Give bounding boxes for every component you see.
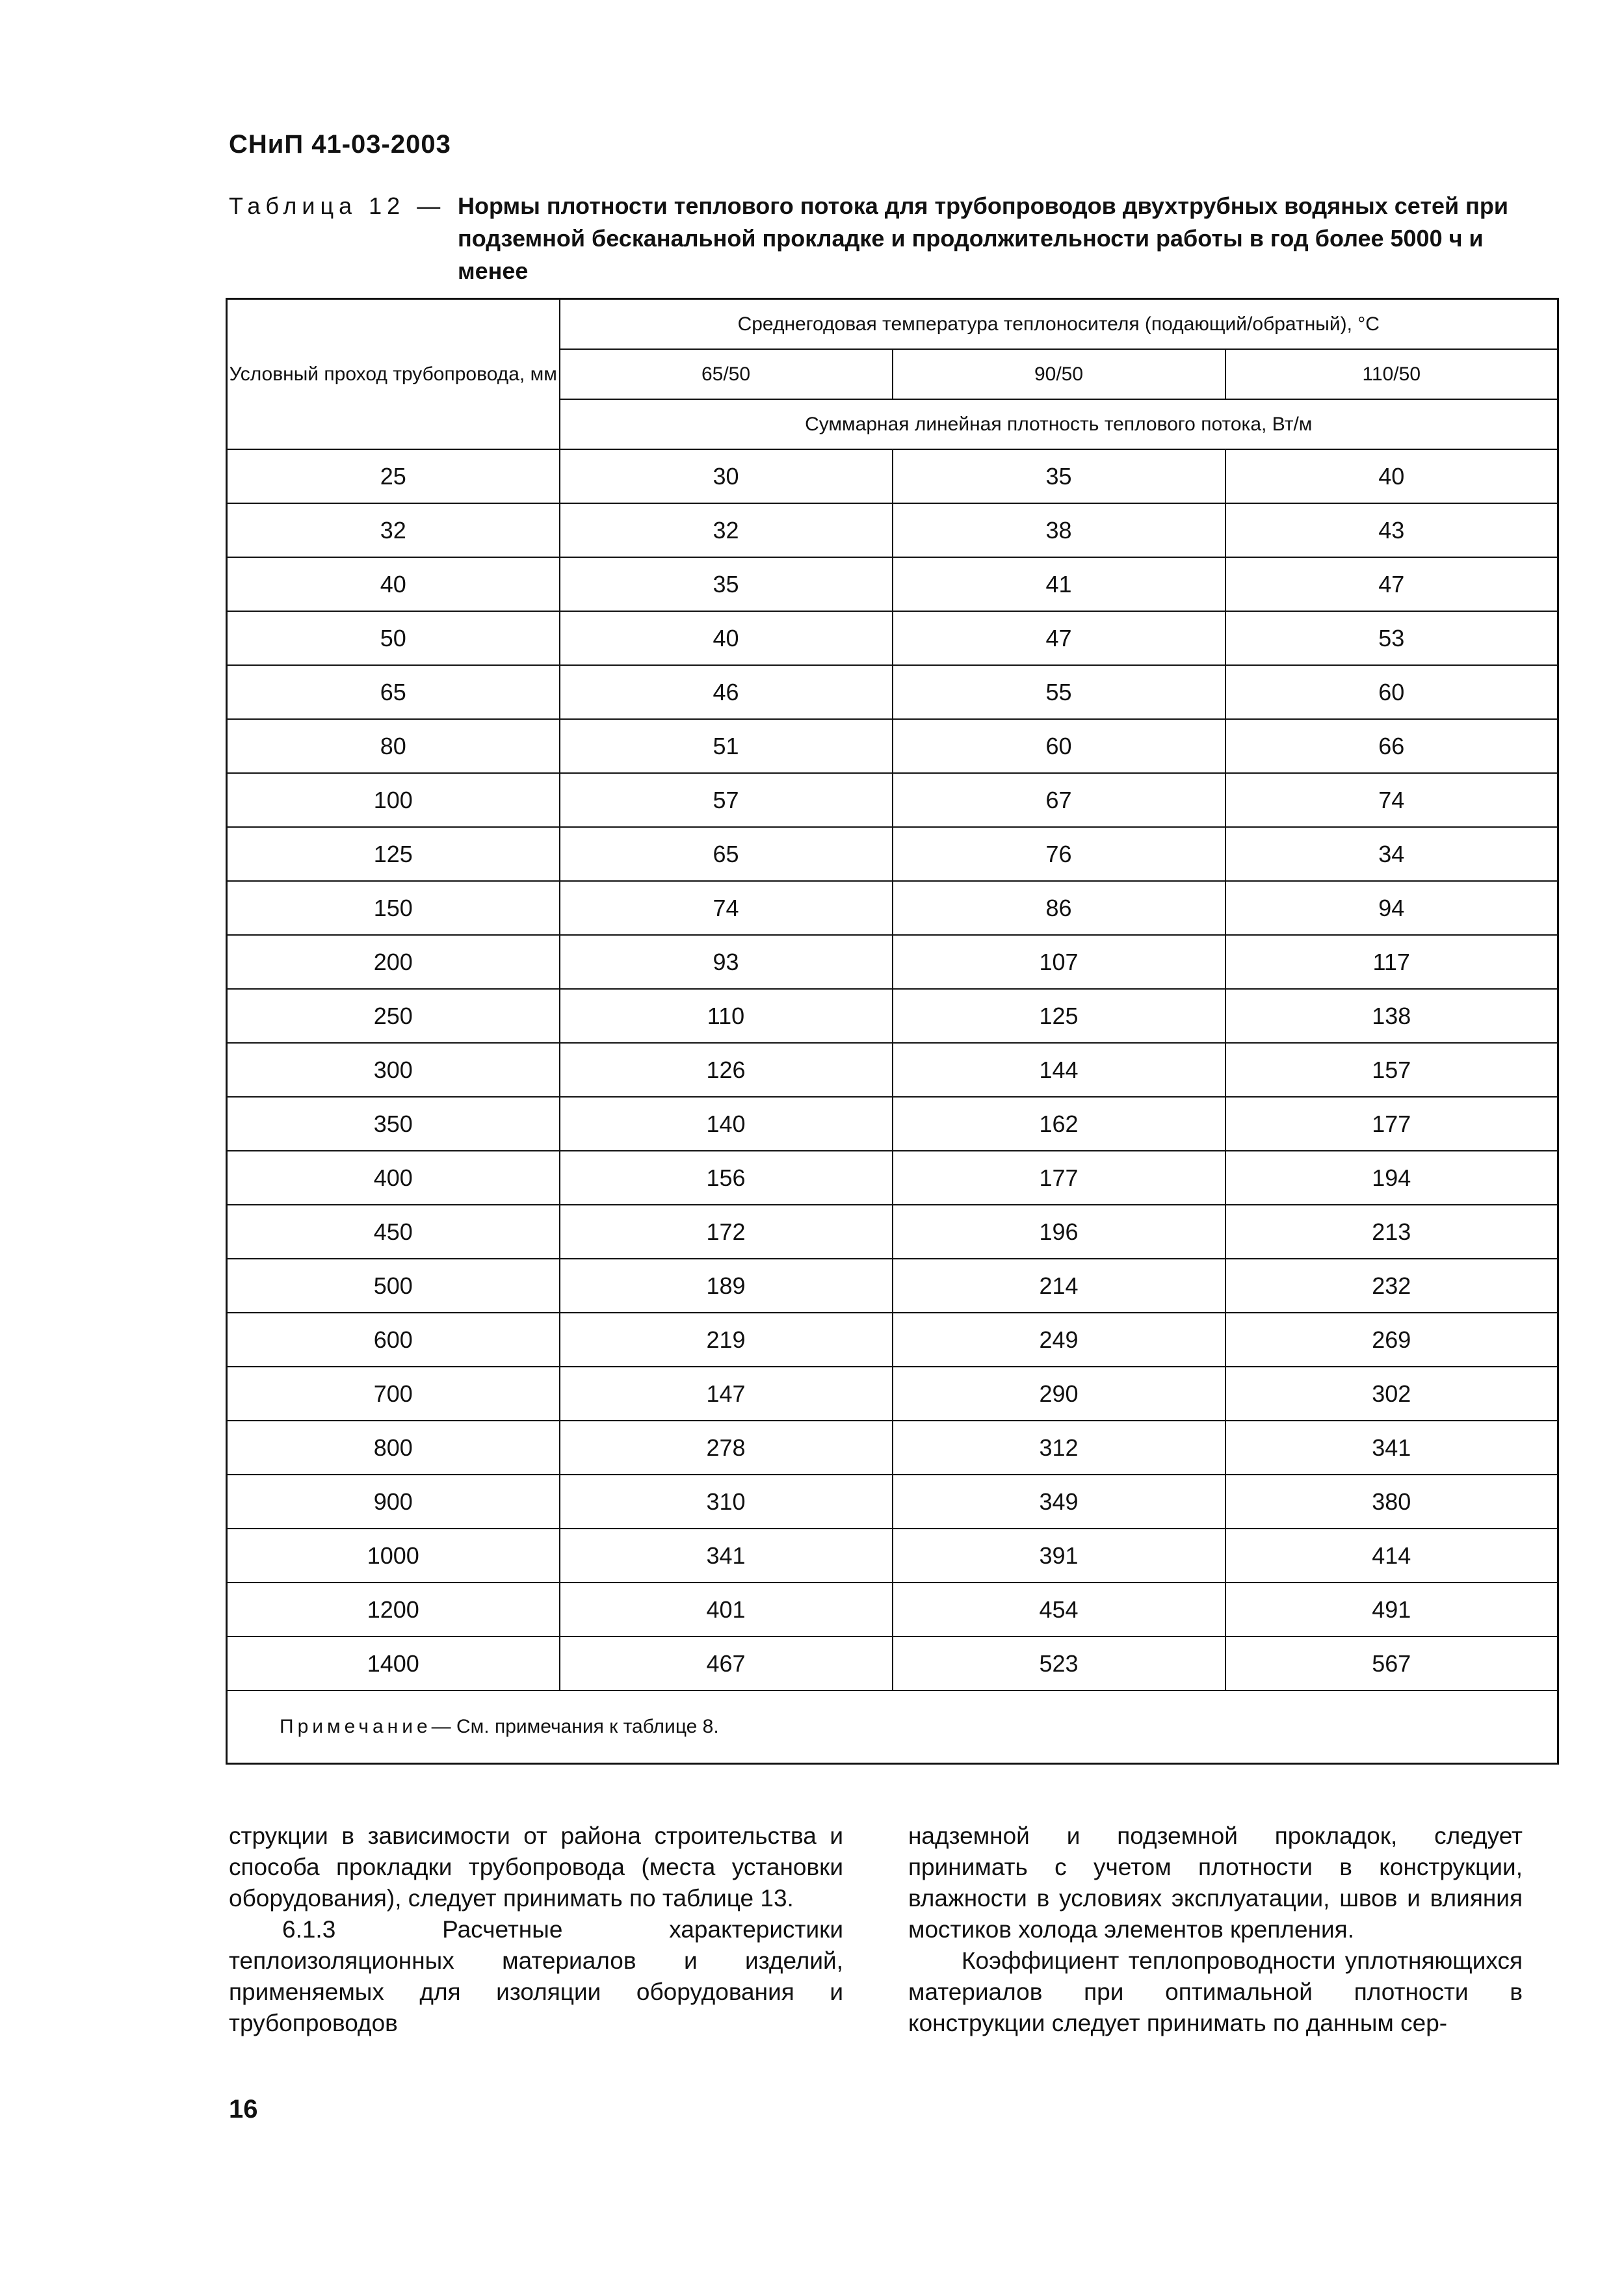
- table-row: [227, 827, 1558, 881]
- paragraph: струкции в зависимости от района строительства и способа прокладки трубопровода (места установки оборудования), следует принимать по таблице 13.: [229, 1822, 843, 1912]
- value-cell: 117: [1225, 935, 1558, 989]
- value-cell: 110: [560, 989, 893, 1043]
- table-row: [227, 1583, 1558, 1637]
- page-number: 16: [229, 2095, 258, 2124]
- value-cell: 60: [893, 719, 1225, 773]
- value-cell: 32: [560, 503, 893, 557]
- value-cell: 162: [893, 1097, 1225, 1151]
- table-row: [227, 503, 1558, 557]
- diameter-cell: 300: [227, 1043, 560, 1097]
- value-cell: 57: [560, 773, 893, 827]
- paragraph: 6.1.3 Расчетные характеристики теплоизоляционных материалов и изделий, применяемых для изоляции оборудования и трубопроводов: [229, 1916, 843, 2036]
- diameter-cell: 250: [227, 989, 560, 1043]
- value-cell: 177: [893, 1151, 1225, 1205]
- value-cell: 414: [1225, 1529, 1558, 1583]
- table-row: [227, 1205, 1558, 1259]
- value-cell: 107: [893, 935, 1225, 989]
- value-cell: 66: [1225, 719, 1558, 773]
- table-note: [227, 1690, 1558, 1764]
- diameter-cell: 80: [227, 719, 560, 773]
- table-row: [227, 719, 1558, 773]
- table-row: [227, 1259, 1558, 1313]
- value-cell: 147: [560, 1367, 893, 1421]
- value-cell: 196: [893, 1205, 1225, 1259]
- value-cell: 38: [893, 503, 1225, 557]
- table-row: [227, 773, 1558, 827]
- value-cell: 269: [1225, 1313, 1558, 1367]
- table-row: [227, 665, 1558, 719]
- value-cell: 30: [560, 449, 893, 503]
- value-cell: 341: [1225, 1421, 1558, 1475]
- note-text: — См. примечания к таблице 8.: [431, 1716, 719, 1737]
- value-cell: 138: [1225, 989, 1558, 1043]
- value-cell: 310: [560, 1475, 893, 1529]
- diameter-cell: 1400: [227, 1637, 560, 1690]
- value-cell: 35: [560, 557, 893, 611]
- value-cell: 140: [560, 1097, 893, 1151]
- table-row: [227, 1097, 1558, 1151]
- table-caption: [229, 190, 1555, 287]
- column-header: 90/50: [893, 349, 1225, 399]
- value-cell: 454: [893, 1583, 1225, 1637]
- value-cell: 232: [1225, 1259, 1558, 1313]
- value-cell: 60: [1225, 665, 1558, 719]
- value-cell: 380: [1225, 1475, 1558, 1529]
- diameter-cell: 32: [227, 503, 560, 557]
- diameter-cell: 25: [227, 449, 560, 503]
- value-cell: 213: [1225, 1205, 1558, 1259]
- diameter-cell: 600: [227, 1313, 560, 1367]
- value-cell: 35: [893, 449, 1225, 503]
- value-cell: 34: [1225, 827, 1558, 881]
- value-cell: 51: [560, 719, 893, 773]
- column-header: 110/50: [1225, 349, 1558, 399]
- value-cell: 53: [1225, 611, 1558, 665]
- value-cell: 67: [893, 773, 1225, 827]
- table-row: [227, 1637, 1558, 1690]
- diameter-cell: 40: [227, 557, 560, 611]
- table-row: [227, 1367, 1558, 1421]
- value-cell: 177: [1225, 1097, 1558, 1151]
- diameter-cell: 500: [227, 1259, 560, 1313]
- value-cell: 214: [893, 1259, 1225, 1313]
- heat-flux-norms-table: [226, 298, 1559, 1765]
- value-cell: 391: [893, 1529, 1225, 1583]
- value-cell: 278: [560, 1421, 893, 1475]
- value-cell: 341: [560, 1529, 893, 1583]
- value-cell: 156: [560, 1151, 893, 1205]
- value-cell: 41: [893, 557, 1225, 611]
- value-cell: 467: [560, 1637, 893, 1690]
- diameter-cell: 400: [227, 1151, 560, 1205]
- value-cell: 94: [1225, 881, 1558, 935]
- value-cell: 194: [1225, 1151, 1558, 1205]
- table-row: [227, 557, 1558, 611]
- value-cell: 189: [560, 1259, 893, 1313]
- value-cell: 46: [560, 665, 893, 719]
- stub-header: Условный проход трубопровода, мм: [227, 299, 560, 450]
- value-cell: 126: [560, 1043, 893, 1097]
- table-row: [227, 1151, 1558, 1205]
- value-cell: 74: [560, 881, 893, 935]
- diameter-cell: 900: [227, 1475, 560, 1529]
- table-row: [227, 1529, 1558, 1583]
- norms-table-wrapper: [226, 298, 1557, 1765]
- diameter-cell: 125: [227, 827, 560, 881]
- value-cell: 349: [893, 1475, 1225, 1529]
- table-body: [227, 449, 1558, 1690]
- diameter-cell: 100: [227, 773, 560, 827]
- value-cell: 249: [893, 1313, 1225, 1367]
- value-cell: 43: [1225, 503, 1558, 557]
- diameter-cell: 450: [227, 1205, 560, 1259]
- value-cell: 40: [560, 611, 893, 665]
- column-header: 65/50: [560, 349, 893, 399]
- table-row: [227, 611, 1558, 665]
- diameter-cell: 700: [227, 1367, 560, 1421]
- unit-header: Суммарная линейная плотность теплового потока, Вт/м: [560, 399, 1558, 449]
- value-cell: 157: [1225, 1043, 1558, 1097]
- diameter-cell: 65: [227, 665, 560, 719]
- paragraph: Коэффициент теплопроводности уплотняющихся материалов при оптимальной плотности в конструкции следует принимать по данным сер-: [908, 1947, 1523, 2036]
- value-cell: 125: [893, 989, 1225, 1043]
- table-row: [227, 1043, 1558, 1097]
- table-row: [227, 935, 1558, 989]
- value-cell: 491: [1225, 1583, 1558, 1637]
- value-cell: 55: [893, 665, 1225, 719]
- table-row: [227, 881, 1558, 935]
- body-column-right: [908, 1821, 1523, 2039]
- diameter-cell: 50: [227, 611, 560, 665]
- value-cell: 40: [1225, 449, 1558, 503]
- value-cell: 302: [1225, 1367, 1558, 1421]
- table-row: [227, 1421, 1558, 1475]
- value-cell: 219: [560, 1313, 893, 1367]
- table-row: [227, 449, 1558, 503]
- value-cell: 523: [893, 1637, 1225, 1690]
- document-code: СНиП 41-03-2003: [229, 130, 451, 159]
- value-cell: 86: [893, 881, 1225, 935]
- diameter-cell: 200: [227, 935, 560, 989]
- value-cell: 47: [1225, 557, 1558, 611]
- value-cell: 76: [893, 827, 1225, 881]
- value-cell: 144: [893, 1043, 1225, 1097]
- diameter-cell: 150: [227, 881, 560, 935]
- paragraph: надземной и подземной прокладок, следует принимать с учетом плотности в конструкции, влажности в условиях эксплуатации, швов и влияния мостиков холода элементов крепления.: [908, 1822, 1523, 1943]
- diameter-cell: 350: [227, 1097, 560, 1151]
- table-row: [227, 1313, 1558, 1367]
- table-row: [227, 989, 1558, 1043]
- value-cell: 312: [893, 1421, 1225, 1475]
- value-cell: 172: [560, 1205, 893, 1259]
- table-caption-label: Таблица 12 —: [229, 192, 446, 219]
- diameter-cell: 800: [227, 1421, 560, 1475]
- group-header: Среднегодовая температура теплоносителя (подающий/обратный), °С: [560, 299, 1558, 350]
- table-note-row: [227, 1690, 1558, 1764]
- value-cell: 47: [893, 611, 1225, 665]
- value-cell: 401: [560, 1583, 893, 1637]
- value-cell: 93: [560, 935, 893, 989]
- note-label: Примечание: [280, 1716, 432, 1737]
- table-row: [227, 1475, 1558, 1529]
- table-caption-title: Нормы плотности теплового потока для трубопроводов двухтрубных водяных сетей при подземной бесканальной прокладке и продолжительности работы в год более 5000 ч и менее: [458, 192, 1508, 284]
- value-cell: 290: [893, 1367, 1225, 1421]
- value-cell: 567: [1225, 1637, 1558, 1690]
- diameter-cell: 1000: [227, 1529, 560, 1583]
- diameter-cell: 1200: [227, 1583, 560, 1637]
- value-cell: 65: [560, 827, 893, 881]
- value-cell: 74: [1225, 773, 1558, 827]
- body-column-left: [229, 1821, 843, 2039]
